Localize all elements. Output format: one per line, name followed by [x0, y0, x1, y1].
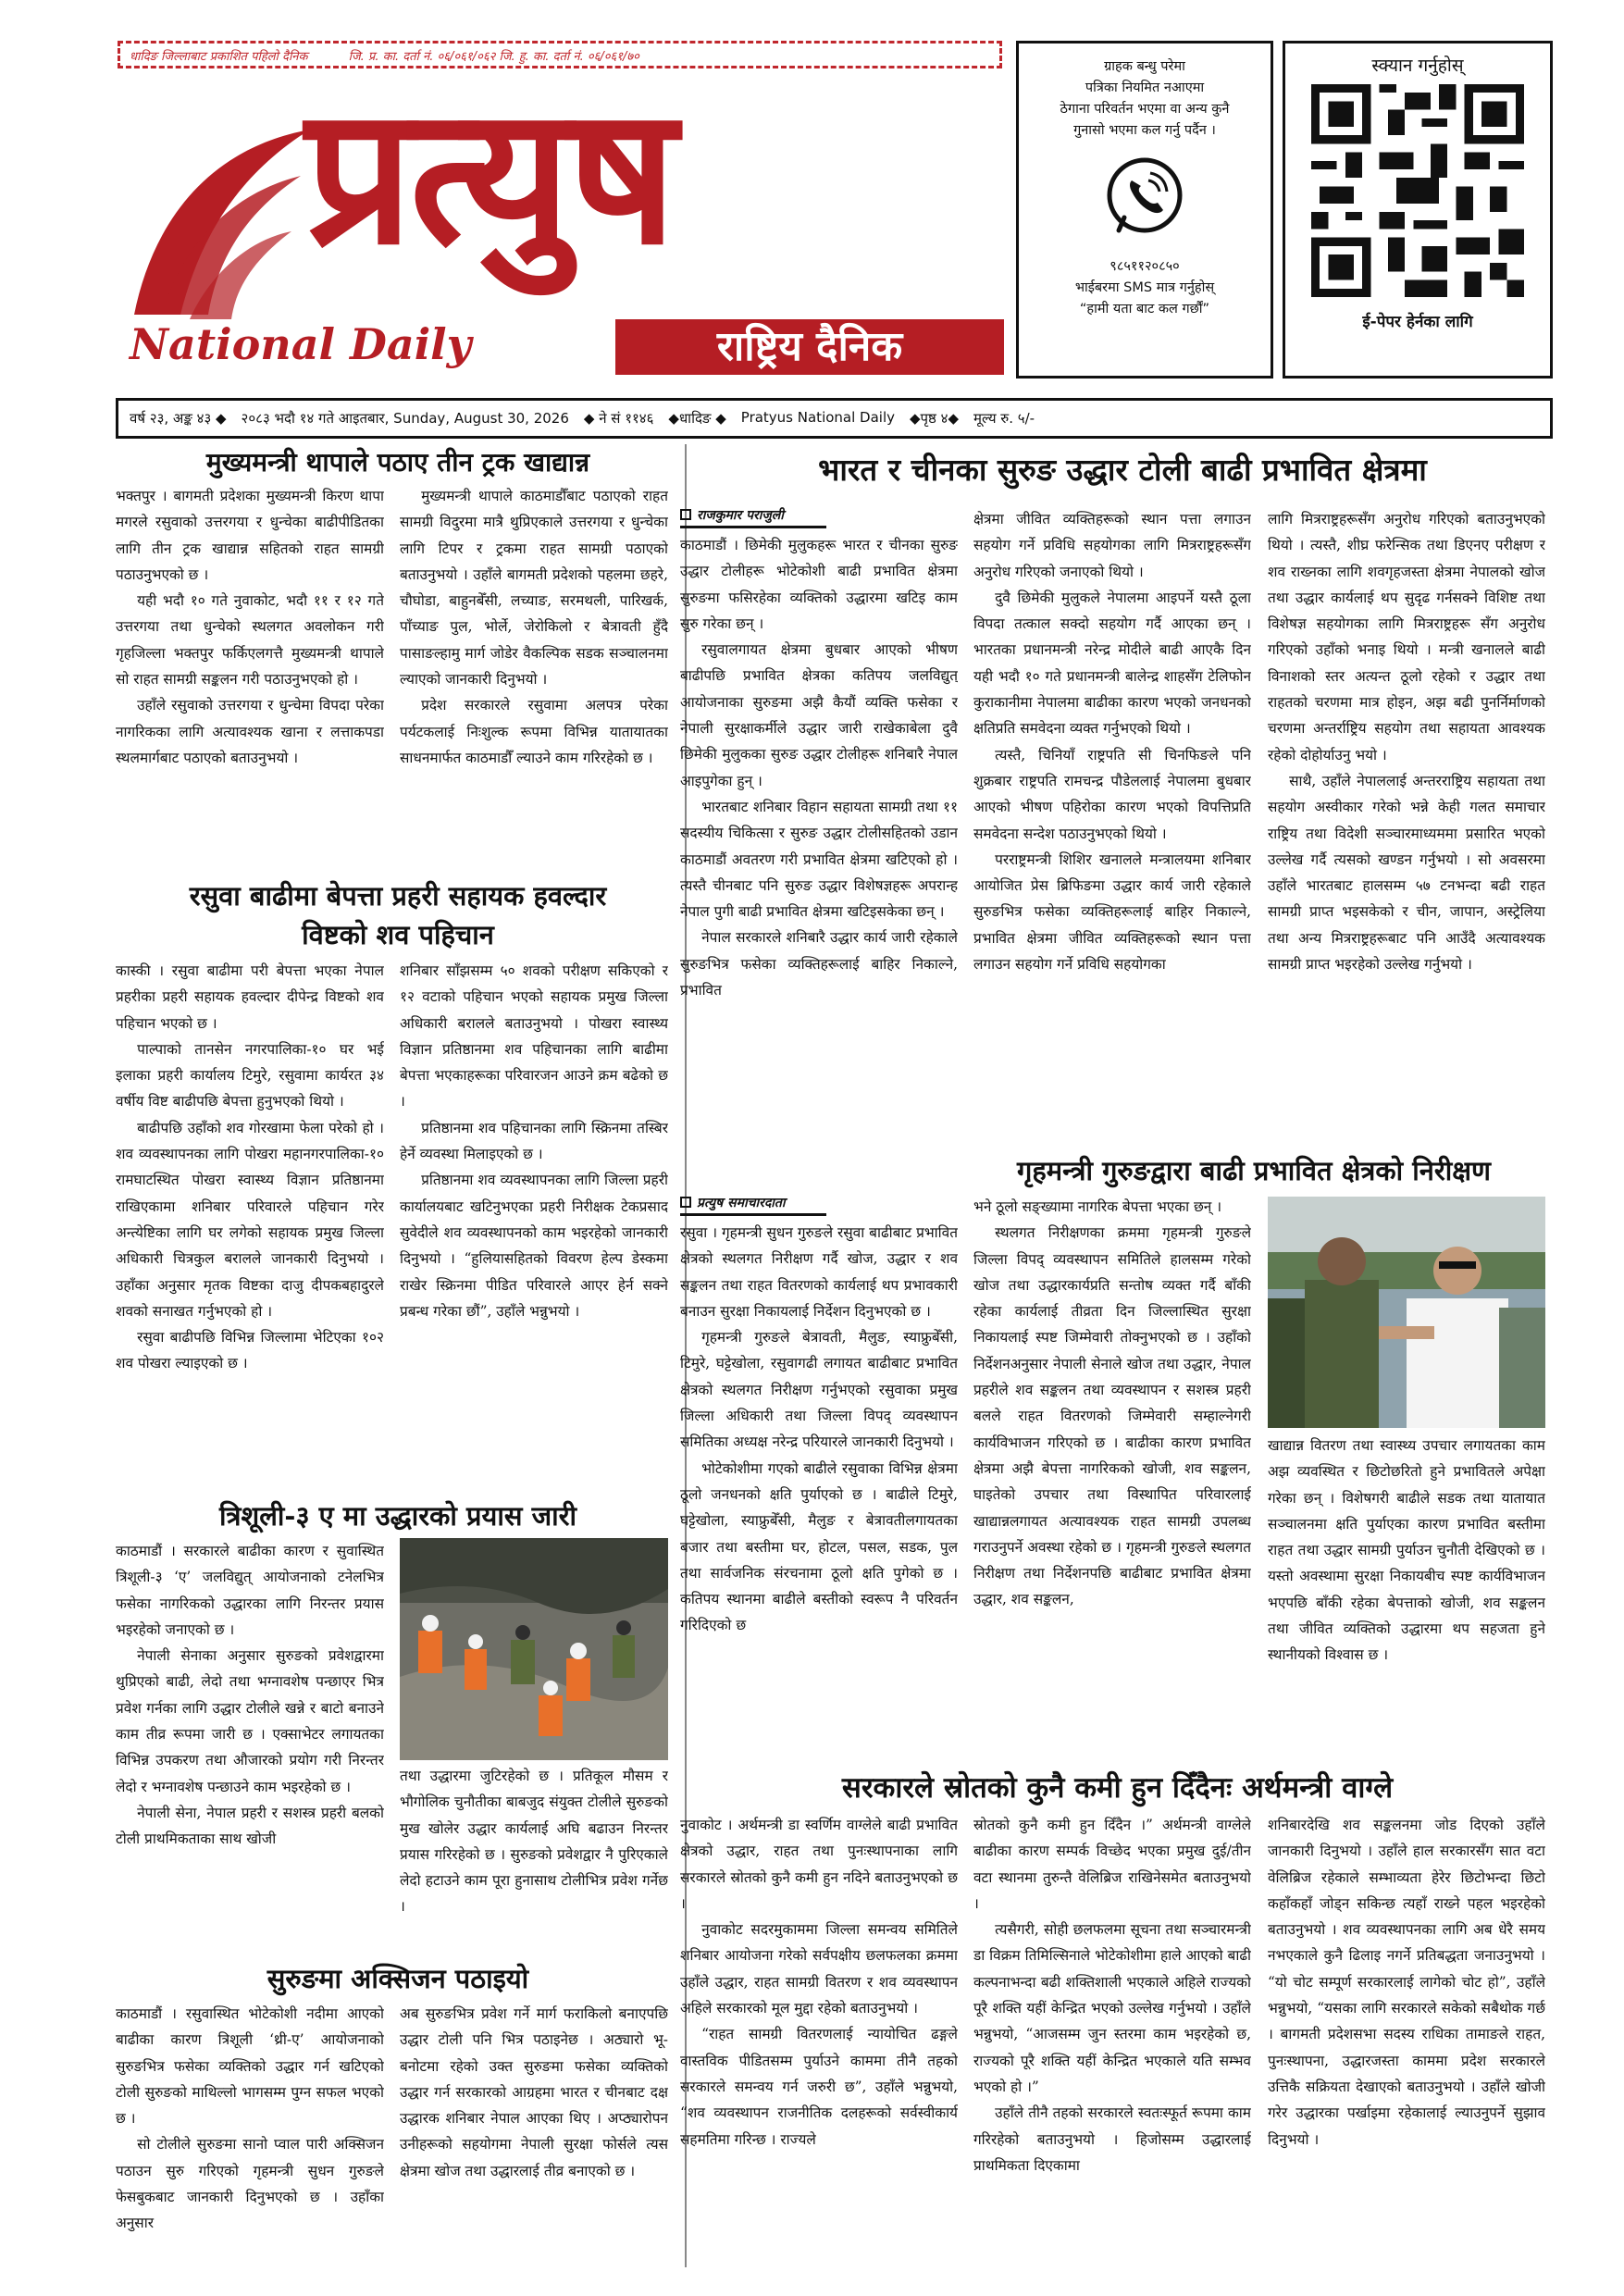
paragraph: बाढीपछि उहाँको शव गोरखामा फेला परेको हो । शव व्यवस्थापनका लागि पोखरा महानगरपालिका-१० रामघाटस्थित पोखरा स्वास्थ्य विज्ञान प्रतिष्ठानमा राखिएकामा शनिबार परिवारले पहिचान गरेर अन्त्येष्टिका लागि घर लगेको सहायक प्रमुख जिल्ला अधिकारी चित्रकुल बरालले जानकारी दिनुभयो । उहाँका अनुसार मृतक विष्टका दाजु दीपकबहादुरले शवको सनाखत गर्नुभएको हो ।	[116, 1119, 384, 1320]
paragraph: प्रतिष्ठानमा शव व्यवस्थापनका लागि जिल्ला प्रहरी कार्यालयबाट खटिनुभएका प्रहरी निरीक्षक टेकप्रसाद सुवेदीले शव व्यवस्थापनको काम भइरहेको जानकारी दिनुभयो । “हुलियासहितको विवरण हेल्प डेस्कमा राखेर स्क्रिनमा पीडित परिवारले आएर हेर्न सक्ने प्रबन्ध गरेका छौं”, उहाँले भन्नुभयो ।	[400, 1172, 668, 1320]
article-a6-col3	[1268, 1433, 1545, 1761]
article-a6-col2	[973, 1194, 1251, 1761]
notice-line: पत्रिका नियमित नआएमा	[1085, 81, 1205, 95]
paragraph: गृहमन्त्री गुरुङले बेत्रावती, मैलुङ, स्याफ्रुबेँसी, टिमुरे, घट्टेखोला, रसुवागढी लगायत बाढीबाट प्रभावित क्षेत्रको स्थलगत निरीक्षण गर्नुभएको रसुवाका प्रमुख जिल्ला अधिकारी तथा जिल्ला विपद् व्यवस्थापन समितिका अध्यक्ष नरेन्द्र परियारले जानकारी दिनुभयो ।	[680, 1329, 958, 1451]
paragraph: काठमाडौं । सरकारले बाढीका कारण र सुवास्थित त्रिशूली-३ ‘ए’ जलविद्युत् आयोजनाको टनेलभित्र फसेका नागरिकको उद्धारका लागि निरन्तर प्रयास भइरहेको जनाएको छ ।	[116, 1543, 384, 1638]
paragraph: तथा उद्धारमा जुटिरहेको छ । प्रतिकूल मौसम र भौगोलिक चुनौतीका बाबजुद संयुक्त टोलीले सुरुङको मुख खोलेर उद्धार कार्यलाई अघि बढाउन निरन्तर प्रयास गरिरहेको छ । सुरुङको प्रवेशद्वार नै पुरिएकाले लेदो हटाउने काम पूरा हुनासाथ टोलीभित्र प्रवेश गर्नेछ ।	[400, 1768, 668, 1916]
notice-line: ठेगाना परिवर्तन भएमा वा अन्य कुनै	[1060, 102, 1230, 117]
masthead-swoosh-graphic	[125, 111, 319, 324]
paragraph: शनिबारदेखि शव सङ्कलनमा जोड दिएको उहाँले जानकारी दिनुभयो । उहाँले हाल सरकारसँग सात वटा वेलिब्रिज रहेकाले सम्भाव्यता हेरेर छिटोभन्दा छिटो कहाँकहाँ जोड्न सकिन्छ त्यहाँ राख्ने पहल भइरहेको बताउनुभयो । शव व्यवस्थापनका लागि अब धेरै समय नभएकाले कुनै ढिलाइ नगर्ने प्रतिबद्धता जनाउनुभयो । “यो चोट सम्पूर्ण सरकारलाई लागेको चोट हो”, उहाँले भन्नुभयो, “यसका लागि सरकारले सकेको सबैथोक गर्छ । बागमती प्रदेशसभा सदस्य राधिका तामाङले राहत, पुनःस्थापना, उद्धारजस्ता काममा प्रदेश सरकारले उत्तिकै सक्रियता देखाएको बताउनुभयो । उहाँले खोजी गरेर उद्धारका पर्खाइमा रहेकालाई ल्याउनुपर्ने सुझाव दिनुभयो ।	[1268, 1817, 1545, 2148]
volume-issue: वर्ष २३, अङ्क ४३ ◆	[130, 410, 227, 427]
sms-note: भाईबरमा SMS मात्र गर्नुहोस्	[1074, 280, 1215, 295]
paragraph: क्षेत्रमा जीवित व्यक्तिहरूको स्थान पत्ता लगाउन सहयोग गर्ने प्रविधि सहयोगका लागि मित्रराष्ट्रहरूसँग अनुरोध गरिएको जनाएको थियो ।	[973, 511, 1251, 580]
headline-a1: मुख्यमन्त्री थापाले पठाए तीन ट्रक खाद्यान्न	[205, 447, 590, 478]
paragraph: नुवाकोट सदरमुकाममा जिल्ला समन्वय समितिले शनिबार आयोजना गरेको सर्वपक्षीय छलफलका क्रममा उहाँले उद्धार, राहत सामग्री वितरण र शव व्यवस्थापन अहिले सरकारको मूल मुद्दा रहेको बताउनुभयो ।	[680, 1921, 958, 2017]
article-a6-col1	[680, 1220, 958, 1761]
paragraph: भारतबाट शनिबार विहान सहायता सामग्री तथा ११ सदस्यीय चिकित्सा र सुरुङ उद्धार टोलीसहितको उडान काठमाडौं अवतरण गरी प्रभावित क्षेत्रमा खटिएको हो । त्यस्तै चीनबाट पनि सुरुङ उद्धार विशेषज्ञहरू अपरान्ह नेपाल पुगी बाढी प्रभावित क्षेत्रमा खटिइसकेका छन् ।	[680, 798, 958, 921]
notice-line: गुनासो भएमा कल गर्नु पर्दैन ।	[1073, 123, 1216, 138]
publication-date: २०८३ भदौ १४ गते आइतबार, Sunday, August 30, 2026	[241, 410, 569, 427]
article-a7-col2	[973, 1812, 1251, 2269]
logo-english: National Daily	[130, 319, 472, 369]
paragraph: खाद्यान्न वितरण तथा स्वास्थ्य उपचार लगायतका काम अझ व्यवस्थित र छिटोछरितो हुने प्रभावितले अपेक्षा गरेका छन् । विशेषगरी बाढीले सडक तथा यातायात सञ्चालनमा क्षति पुर्याएका कारण प्रभावित बस्तीमा राहत तथा उद्धार सामग्री पुर्याउन चुनौती देखिएको छ । यस्तो अवस्थामा सुरक्षा निकायबीच स्पष्ट कार्यविभाजन भएपछि बाँकी रहेका बेपत्ताको खोजी, शव सङ्कलन तथा जीवित व्यक्तिको उद्धारमा थप सहजता हुने स्थानीयको विश्वास छ ।	[1268, 1437, 1545, 1664]
nepal-sambat: ◆ ने सं ११४६	[583, 410, 654, 427]
article-a3-col1	[116, 1538, 384, 1955]
price: मूल्य रु. ५/-	[973, 410, 1035, 427]
paragraph: “राहत सामग्री वितरणलाई न्यायोचित ढङ्गले वास्तविक पीडितसम्म पुर्याउने काममा तीनै तहको सरकारले समन्वय गर्न जरुरी छ”, उहाँले भन्नुभयो, “शव व्यवस्थापन राजनीतिक दलहरूको सर्वस्वीकार्य सहमतिमा गरिन्छ । राज्यले	[680, 2026, 958, 2148]
article-a1-col1	[116, 483, 384, 872]
qr-code-icon[interactable]	[1311, 84, 1524, 297]
paragraph: भक्तपुर । बागमती प्रदेशका मुख्यमन्त्री किरण थापा मगरले रसुवाको उत्तरगया र धुन्चेका बाढीपीडितका लागि तीन ट्रक खाद्यान्न सहितको राहत सामग्री पठाउनुभएको छ ।	[116, 488, 384, 583]
paragraph: उहाँले रसुवाको उत्तरगया र धुन्चेमा विपदा परेका नागरिकका लागि अत्यावश्यक खाना र लत्ताकपडा स्थलमार्गबाट पठाएको बताउनुभयो ।	[116, 697, 384, 766]
paragraph: लागि मित्रराष्ट्रहरूसँग अनुरोध गरिएको बताउनुभएको थियो । त्यस्तै, शीघ्र फरेन्सिक तथा डिएनए परीक्षण र शव राख्नका लागि शवगृहजस्ता क्षेत्रमा नेपालको खोज तथा उद्धार कार्यलाई थप सुदृढ गर्नसक्ने विशिष्ट तथा विशेषज्ञ सहयोगका लागि मित्रराष्ट्रहरू सँग अनुरोध गरिएको उहाँको भनाइ थियो । मन्त्री खनालले बाढी विनाशको स्तर अत्यन्त ठूलो रहेको र उद्धार तथा राहतको चरणमा मात्र होइन, अझ बढी पुनर्निर्माणको चरणमा अन्तर्राष्ट्रिय सहयोग तथा सहायता आवश्यक रहेको दोहोर्याउनु भयो ।	[1268, 511, 1545, 763]
notice-line: ग्राहक बन्धु परेमा	[1104, 59, 1185, 74]
paragraph: साथै, उहाँले नेपाललाई अन्तरराष्ट्रिय सहायता तथा सहयोग अस्वीकार गरेको भन्ने केही गलत समाचार राष्ट्रिय तथा विदेशी सञ्चारमाध्यममा प्रसारित भएको उल्लेख गर्दै त्यसको खण्डन गर्नुभयो । सो अवसरमा उहाँले भारतबाट हालसम्म ५७ टनभन्दा बढी राहत सामग्री प्राप्त भइसकेको र चीन, जापान, अस्ट्रेलिया तथा अन्य मित्रराष्ट्रहरूबाट पनि आउँदै अत्यावश्यक सामग्री प्राप्त भइरहेको उल्लेख गर्नुभयो ।	[1268, 772, 1545, 974]
scan-label: स्क्यान गर्नुहोस्	[1371, 56, 1464, 76]
article-a5-col1	[680, 532, 958, 1143]
paragraph: नेपाली सेनाका अनुसार सुरुङको प्रवेशद्वारमा थुप्रिएको बाढी, लेदो तथा भग्नावशेष पन्छाएर भित्र प्रवेश गर्नका लागि उद्धार टोलीले खन्ने र बाटो बनाउने काम तीव्र रूपमा जारी छ । एक्साभेटर लगायतका विभिन्न उपकरण तथा औजारको प्रयोग गरी निरन्तर लेदो र भग्नावशेष पन्छाउने काम भइरहेको छ ।	[116, 1647, 384, 1795]
qr-code-box	[1283, 41, 1553, 379]
article-a4-col2	[400, 2001, 668, 2269]
place: ◆धादिङ ◆	[668, 410, 726, 427]
byline-square-icon	[680, 509, 691, 520]
paragraph: उहाँले तीनै तहको सरकारले स्वतःस्फूर्त रूपमा काम गरिरहेको बताउनुभयो । हिजोसम्म उद्धारलाई प्राथमिकता दिएकामा	[973, 2104, 1251, 2174]
headline-a2-line2: विष्टको शव पहिचान	[302, 919, 494, 950]
paragraph: शनिबार साँझसम्म ५० शवको परीक्षण सकिएको र १२ वटाको पहिचान भएको सहायक प्रमुख जिल्ला अधिकारी बरालले बताउनुभयो । पोखरा स्वास्थ्य विज्ञान प्रतिष्ठानमा शव पहिचानका लागि बाढीमा बेपत्ता भएकाहरूका परिवारजन आउने क्रम बढेको छ ।	[400, 962, 668, 1111]
paragraph: त्यसैगरी, सोही छलफलमा सूचना तथा सञ्चारमन्त्री डा विक्रम तिमिल्सिनाले भोटेकोशीमा हाले आएको बाढी कल्पनाभन्दा बढी शक्तिशाली भएकाले अहिले राज्यको पूरै शक्ति यहीं केन्द्रित भएको उल्लेख गर्नुभयो । उहाँले भन्नुभयो, “आजसम्म जुन स्तरमा काम भइरहेको छ, राज्यको पूरै शक्ति यहीं केन्द्रित भएकाले यति सम्भव भएको हो ।”	[973, 1921, 1251, 2095]
dateline-bar	[116, 398, 1553, 439]
paper-name: Pratyus National Daily	[740, 409, 895, 426]
headline-a2-line1: रसुवा बाढीमा बेपत्ता प्रहरी सहायक हवल्दार	[189, 880, 607, 912]
paragraph: दुवै छिमेकी मुलुकले नेपालमा आइपर्ने यस्तै ठूला विपदा तत्काल सक्दो सहयोग गर्दै आएका छन् । भारतका प्रधानमन्त्री नरेन्द्र मोदीले बाढी आएकै दिन यही भदौ १० गते प्रधानमन्त्री बालेन्द्र शाहसँग टेलिफोन कुराकानीमा नेपालमा बाढीका कारण भएको जनधनको क्षतिप्रति समवेदना व्यक्त गर्नुभएको थियो ।	[973, 589, 1251, 738]
paragraph: रसुवा बाढीपछि विभिन्न जिल्लामा भेटिएका १०२ शव पोखरा ल्याइएको छ ।	[116, 1329, 384, 1372]
paragraph: भोटेकोशीमा गएको बाढीले रसुवाका विभिन्न क्षेत्रमा ठूलो जनधनको क्षति पुर्याएको छ । बाढीले टिमुरे, घट्टेखोला, स्याफ्रुबेँसी, मैलुङ र बेत्रावतीलगायतका बजार तथा बस्तीमा घर, होटल, पसल, सडक, पुल तथा सार्वजनिक संरचनामा ठूलो क्षति पुगेको छ । कतिपय स्थानमा बाढीले बस्तीको स्वरूप नै परिवर्तन गरिदिएको छ	[680, 1459, 958, 1634]
byline-a6	[680, 1194, 826, 1216]
headline-a3: त्रिशूली-३ ए मा उद्धारको प्रयास जारी	[219, 1500, 576, 1532]
headline-a6: गृहमन्त्री गुरुङद्वारा बाढी प्रभावित क्षेत्रको निरीक्षण	[1017, 1155, 1491, 1186]
subscriber-notice-box	[1016, 41, 1273, 379]
article-a4-col1	[116, 2001, 384, 2269]
rescue-team-photo	[400, 1538, 668, 1760]
paragraph: नेपाली सेना, नेपाल प्रहरी र सशस्त्र प्रहरी बलको टोली प्राथमिकताका साथ खोजी	[116, 1804, 384, 1848]
paragraph: मुख्यमन्त्री थापाले काठमाडौँबाट पठाएको राहत सामग्री विदुरमा मात्रै थुप्रिएकाले उत्तरगया र धुन्चेका लागि टिपर र ट्रकमा राहत सामग्री पठाएको बताउनुभयो । उहाँले बागमती प्रदेशको पहलमा छहरे, चौघोडा, बाहुनबेँसी, लच्याङ, सरमथली, पारिखर्क, पाँच्याङ पुल, भोर्ले, जेरोकिलो र बेत्रावती हुँदै पासाङल्हामु मार्ग जोडेर वैकल्पिक सडक सञ्चालनमा ल्याएको जानकारी दिनुभयो ।	[400, 488, 668, 689]
headline-a5: भारत र चीनका सुरुङ उद्धार टोली बाढी प्रभावित क्षेत्रमा	[818, 452, 1427, 488]
paragraph: स्रोतको कुनै कमी हुन दिँदैन ।” अर्थमन्त्री वाग्लेले बाढीका कारण सम्पर्क विच्छेद भएका प्रमुख दुई/तीन वटा स्थानमा तुरुन्तै वेलिब्रिज राखिनेसमेत बताउनुभयो ।	[973, 1817, 1251, 1912]
page-number: ◆पृष्ठ ४◆	[910, 410, 959, 427]
logo-title: प्रत्युष	[305, 65, 674, 287]
paragraph: रसुवालगायत क्षेत्रमा बुधबार आएको भीषण बाढीपछि प्रभावित क्षेत्रका कतिपय जलविद्युत् आयोजनाका सुरुङमा अझै कैयौं व्यक्ति फसेका र नेपाली सुरक्षाकर्मीले उद्धार जारी राखेकाबेला दुवै छिमेकी मुलुकका सुरुङ उद्धार टोलीहरू शनिबारै नेपाल आइपुगेका हुन् ।	[680, 641, 958, 789]
phone-number: ९८५११२०८५०	[1110, 259, 1180, 274]
headline-a4: सुरुङमा अक्सिजन पठाइयो	[267, 1963, 529, 1994]
article-a2-col1	[116, 958, 384, 1490]
article-a7-col1	[680, 1812, 958, 2269]
registration-number: जि. प्र. का. दर्ता नं. ०६/०६१/०६२ जि. हु. का. दर्ता नं. ०६/०६१/७०	[348, 50, 639, 64]
paragraph: नेपाल सरकारले शनिबारै उद्धार कार्य जारी रहेकाले सुरुङभित्र फसेका व्यक्तिहरूलाई बाहिर निकाल्ने, प्रभावित	[680, 929, 958, 999]
paragraph: सो टोलीले सुरुङमा सानो प्वाल पारी अक्सिजन पठाउन सुरु गरिएको गृहमन्त्री सुधन गुरुङले फेसबुकबाट जानकारी दिनुभएको छ । उहाँका अनुसार	[116, 2136, 384, 2232]
home-minister-photo	[1268, 1197, 1545, 1428]
epaper-label: ई-पेपर हेर्नका लागि	[1362, 313, 1473, 331]
paragraph: परराष्ट्रमन्त्री शिशिर खनालले मन्त्रालयमा शनिबार आयोजित प्रेस ब्रिफिङमा उद्धार कार्य जारी रहेकाले सुरुङभित्र फसेका व्यक्तिहरूलाई बाहिर निकाल्ने, प्रभावित क्षेत्रमा जीवित व्यक्तिहरूको स्थान पत्ता लगाउन सहयोग गर्ने प्रविधि सहयोगका	[973, 850, 1251, 974]
article-a3-col2	[400, 1763, 668, 1955]
logo-nepali-banner: राष्ट्रिय दैनिक	[615, 319, 1004, 375]
paragraph: भने ठूलो सङ्ख्यामा नागरिक बेपत्ता भएका छन् ।	[973, 1198, 1222, 1215]
paragraph: यही भदौ १० गते नुवाकोट, भदौ ११ र १२ गते उत्तरगया तथा धुन्चेको स्थलगत अवलोकन गरी गृहजिल्ला भक्तपुर फर्किएलगत्तै मुख्यमन्त्री थापाले सो राहत सामग्री सङ्कलन गरी पठाउनुभएको हो ।	[116, 592, 384, 689]
paragraph: पाल्पाको तानसेन नगरपालिका-१० घर भई इलाका प्रहरी कार्यालय टिमुरे, रसुवामा कार्यरत ३४ वर्षीय विष्ट बाढीपछि बेपत्ता हुनुभएको थियो ।	[116, 1040, 384, 1111]
paragraph: प्रतिष्ठानमा शव पहिचानका लागि स्क्रिनमा तस्बिर हेर्ने व्यवस्था मिलाइएको छ ।	[400, 1119, 668, 1163]
byline-square-icon	[680, 1197, 691, 1208]
byline-author: प्रत्युष समाचारदाता	[697, 1196, 786, 1210]
article-a5-col2	[973, 506, 1251, 1143]
article-a2-col2	[400, 958, 668, 1490]
byline-a5	[680, 506, 826, 528]
viber-phone-icon	[1100, 153, 1189, 242]
paragraph: रसुवा । गृहमन्त्री सुधन गुरुङले रसुवा बाढीबाट प्रभावित क्षेत्रको स्थलगत निरीक्षण गर्दै खोज, उद्धार र शव सङ्कलन तथा राहत वितरणको कार्यलाई थप प्रभावकारी बनाउन सुरक्षा निकायलाई निर्देशन दिनुभएको छ ।	[680, 1224, 958, 1320]
paragraph: काठमाडौं । रसुवास्थित भोटेकोशी नदीमा आएको बाढीका कारण त्रिशूली ‘थ्री-ए’ आयोजनाको सुरुङभित्र फसेका व्यक्तिको उद्धार गर्न खटिएको टोली सुरुङको माथिल्लो भागसम्म पुग्न सफल भएको छ ।	[116, 2005, 384, 2128]
paragraph: काठमाडौं । छिमेकी मुलुकहरू भारत र चीनका सुरुङ उद्धार टोलीहरू भोटेकोशी बाढी प्रभावित क्षेत्रमा सुरुङमा फसिरहेका व्यक्तिको उद्धारमा खटिइ काम सुरु गरेका छन् ।	[680, 537, 958, 632]
paragraph: स्थलगत निरीक्षणका क्रममा गृहमन्त्री गुरुङले जिल्ला विपद् व्यवस्थापन समितिले हालसम्म गरेको खोज तथा उद्धारकार्यप्रति सन्तोष व्यक्त गर्दै बाँकी रहेका कार्यलाई तीव्रता दिन जिल्लास्थित सुरक्षा निकायलाई स्पष्ट जिम्मेवारी तोक्नुभएको छ । उहाँको निर्देशनअनुसार नेपाली सेनाले खोज तथा उद्धार, नेपाल प्रहरीले शव सङ्कलन तथा व्यवस्थापन र सशस्त्र प्रहरी बलले राहत वितरणको जिम्मेवारी सम्हाल्नेगरी कार्यविभाजन गरिएको छ । बाढीका कारण प्रभावित क्षेत्रमा अझै बेपत्ता नागरिकको खोजी, शव सङ्कलन, घाइतेको उपचार तथा विस्थापित परिवारलाई खाद्यान्नलगायत अत्यावश्यक राहत सामग्री उपलब्ध गराउनुपर्ने अवस्था रहेको छ । गृहमन्त्री गुरुङले स्थलगत निरीक्षण तथा निर्देशनपछि बाढीबाट प्रभावित क्षेत्रमा उद्धार, शव सङ्कलन,	[973, 1224, 1251, 1608]
article-a5-col3	[1268, 506, 1545, 1143]
paragraph: त्यस्तै, चिनियाँ राष्ट्रपति सी चिनफिङले पनि शुक्रबार राष्ट्रपति रामचन्द्र पौडेललाई नेपालमा बुधबार आएको भीषण पहिरोका कारण भएको विपत्तिप्रति समवेदना सन्देश पठाउनुभएको थियो ।	[973, 746, 1251, 842]
registration-tagline: धादिङ जिल्लाबाट प्रकाशित पहिलो दैनिक	[130, 50, 308, 64]
paragraph: अब सुरुङभित्र प्रवेश गर्ने मार्ग फराकिलो बनाएपछि उद्धार टोली पनि भित्र पठाइनेछ । अठ्यारो भू-बनोटमा रहेको उक्त सुरुङमा फसेका व्यक्तिको उद्धार गर्न सरकारको आग्रहमा भारत र चीनबाट दक्ष उद्धारक शनिबार नेपाल आएका थिए । अप्ठ्यारोपन उनीहरूको सहयोगमा नेपाली सुरक्षा फोर्सले त्यस क्षेत्रमा खोज तथा उद्धारलाई तीव्र बनाएको छ ।	[400, 2005, 668, 2179]
article-a7-col3	[1268, 1812, 1545, 2269]
paragraph: प्रदेश सरकारले रसुवामा अलपत्र परेका पर्यटकलाई निःशुल्क रूपमा विभिन्न यातायातका साधनमार्फत काठमाडौँ ल्याउने काम गरिरहेको छ ।	[400, 697, 668, 766]
headline-a7: सरकारले स्रोतको कुनै कमी हुन दिँदैनः अर्थमन्त्री वाग्ले	[841, 1771, 1394, 1805]
paragraph: कास्की । रसुवा बाढीमा परी बेपत्ता भएका नेपाल प्रहरीका प्रहरी सहायक हवल्दार दीपेन्द्र विष्टको शव पहिचान भएको छ ।	[116, 962, 384, 1032]
article-a1-col2	[400, 483, 668, 872]
byline-author: राजकुमार पराजुली	[697, 508, 784, 523]
call-slogan: “हामी यता बाट कल गर्छौं”	[1079, 302, 1210, 316]
paragraph: नुवाकोट । अर्थमन्त्री डा स्वर्णिम वाग्लेले बाढी प्रभावित क्षेत्रको उद्धार, राहत तथा पुनःस्थापनाका लागि सरकारले स्रोतको कुनै कमी हुन नदिने बताउनुभएको छ ।	[680, 1817, 958, 1912]
